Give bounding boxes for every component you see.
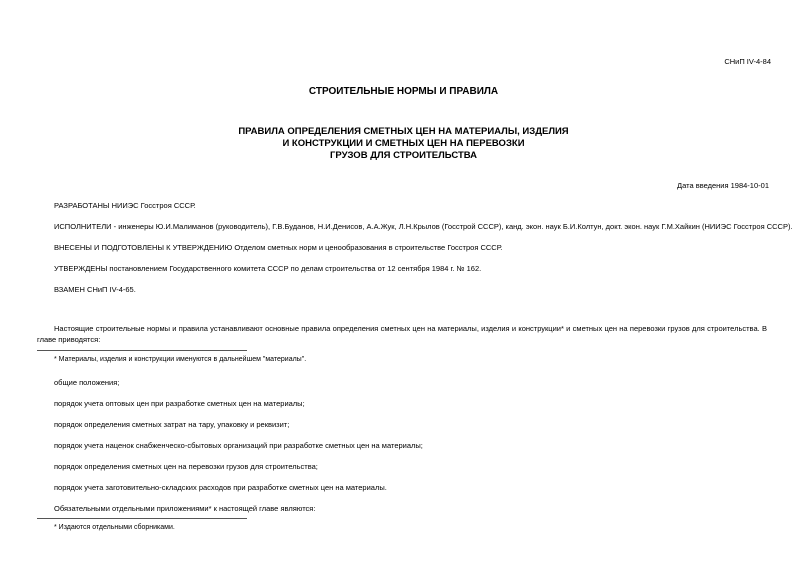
list-item: порядок определения сметных цен на перевозки грузов для строительства; bbox=[54, 462, 318, 471]
intro-paragraph: Настоящие строительные нормы и правила устанавливают основные правила определения сметных цен на материалы, изделия и конструкции* и сметных цен на перевозки грузов для строительства. В главе приводятся: bbox=[37, 324, 767, 344]
developed-by: РАЗРАБОТАНЫ НИИЭС Госстроя СССР. bbox=[54, 201, 196, 210]
document-title-line-3: ГРУЗОВ ДЛЯ СТРОИТЕЛЬСТВА bbox=[329, 150, 478, 161]
introduced-by: ВНЕСЕНЫ И ПОДГОТОВЛЕНЫ К УТВЕРЖДЕНИЮ Отделом сметных норм и ценообразования в строительстве Госстроя СССР. bbox=[54, 243, 503, 252]
approved-by: УТВЕРЖДЕНЫ постановлением Государственного комитета СССР по делам строительства от 12 сентября 1984 г. № 162. bbox=[54, 264, 482, 273]
footnote-divider bbox=[37, 518, 247, 519]
introduction-date: Дата введения 1984-10-01 bbox=[677, 181, 769, 190]
appendix-line: Обязательными отдельными приложениями* к настоящей главе являются: bbox=[54, 504, 316, 513]
footnote: * Издаются отдельными сборниками. bbox=[54, 524, 175, 531]
replaces: ВЗАМЕН СНиП IV-4-65. bbox=[54, 285, 136, 294]
list-item: порядок определения сметных затрат на тару, упаковку и реквизит; bbox=[54, 420, 290, 429]
footnote: * Материалы, изделия и конструкции именуются в дальнейшем "материалы". bbox=[54, 356, 307, 363]
list-item: общие положения; bbox=[54, 378, 120, 387]
list-item: порядок учета оптовых цен при разработке сметных цен на материалы; bbox=[54, 399, 305, 408]
executors: ИСПОЛНИТЕЛИ - инженеры Ю.И.Малиманов (руководитель), Г.В.Буданов, Н.И.Денисов, А.А.Жук, Л.Н.Крылов (Госстрой СССР), канд. экон. наук Б.И.Колтун, докт. экон. наук Г.М.Хайкин (НИИЭС Госстроя СССР). bbox=[54, 222, 793, 231]
document-title-line-2: И КОНСТРУКЦИИ И СМЕТНЫХ ЦЕН НА ПЕРЕВОЗКИ bbox=[282, 138, 525, 149]
document-heading: СТРОИТЕЛЬНЫЕ НОРМЫ И ПРАВИЛА bbox=[308, 86, 499, 97]
list-item: порядок учета заготовительно-складских расходов при разработке сметных цен на материалы. bbox=[54, 483, 387, 492]
document-code: СНиП IV-4-84 bbox=[724, 57, 771, 66]
list-item: порядок учета наценок снабженческо-сбытовых организаций при разработке сметных цен на материалы; bbox=[54, 441, 423, 450]
footnote-divider bbox=[37, 350, 247, 351]
document-title-line-1: ПРАВИЛА ОПРЕДЕЛЕНИЯ СМЕТНЫХ ЦЕН НА МАТЕРИАЛЫ, ИЗДЕЛИЯ bbox=[238, 126, 569, 137]
